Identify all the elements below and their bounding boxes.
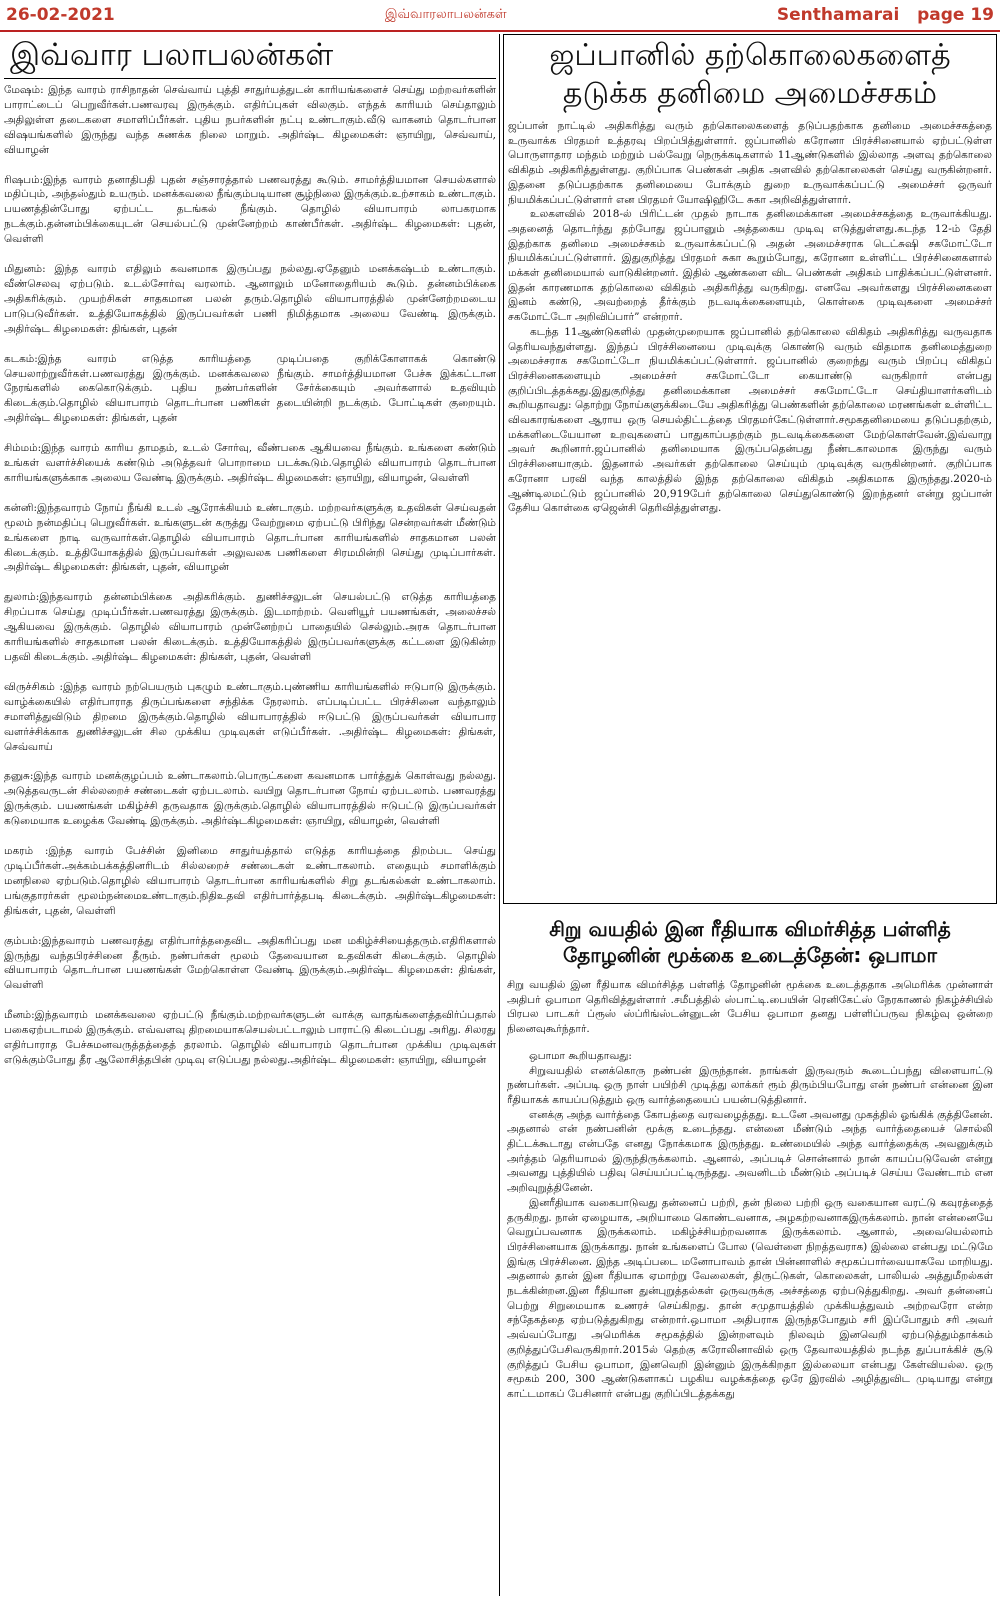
horoscope-column (4, 34, 496, 1596)
horoscope-simmam: சிம்மம்:இந்த வாரம் காரிய தாமதம், உடல் சோர்வு, வீண்பகை ஆகியவை நீங்கும். உங்களை கண்டும் உங்கள் வளர்ச்சியைக் கண்டும் அடுத்தவர் பொறாமை படக்கூடும்.தொழில் வியாபாரம் தொடர்பான காரியங்களுக்காக அலைய வேண்டி இருக்கும். அதிர்ஷ்ட கிழமைகள்: ஞாயிறு, வியாழன், வெள்ளி (4, 442, 496, 484)
column-divider (499, 34, 500, 1596)
obama-article-paragraph: சிறு வயதில் இன ரீதியாக விமர்சித்த பள்ளித் தோழனின் மூக்கை உடைத்ததாக அமெரிக்க முன்னாள் அதிபர் ஒபாமா தெரிவித்துள்ளார் .சமீபத்தில் ஸ்பாட்டி.பையின் ரெனிகேட்ஸ் நேரகாணல் நிகழ்ச்சியில் பிரபல பாடகர் ப்ரூஸ் ஸ்ப்ரிங்ஸ்டன்னுடன் பேசிய ஒபாமா தனது பள்ளிப்பருவ நிகழ்வு ஒன்றை நினைவுகூர்ந்தார். (507, 979, 993, 1036)
horoscope-mithunam: மிதுனம்: இந்த வாரம் எதிலும் கவனமாக இருப்பது நல்லது.ஏதேனும் மனக்கஷ்டம் உண்டாகும். வீண்செலவு ஏற்படும். உடல்சோர்வு வரலாம். ஆனாலும் மனோதைரியம் கூடும். தன்னம்பிக்கை அதிகரிக்கும். முயற்சிகள் சாதகமான பலன் தரும்.தொழில் வியாபாரத்தில் முன்னேற்றமடைய பாடுபடுவீர்கள். உத்தியோகத்தில் இருப்பவர்கள் பணி நிமித்தமாக அலைய வேண்டி இருக்கும். அதிர்ஷ்ட கிழமைகள்: திங்கள், புதன் (4, 263, 496, 335)
horoscope-kumbam: கும்பம்:இந்தவாரம் பணவரத்து எதிர்பார்த்ததைவிட அதிகரிப்பது மன மகிழ்ச்சியைத்தரும்.எதிரிகளால் இருந்து வந்தபிரச்சினை தீரும். நண்பர்கள் மூலம் தேவையான உதவிகள் கிடைக்கும். தொழில் வியாபாரம் தொடர்பான பயணங்கள் மேற்கொள்ள வேண்டி இருக்கும்.அதிர்ஷ்ட கிழமைகள்: திங்கள், வெள்ளி (4, 934, 496, 992)
obama-article-paragraph: ஒபாமா கூறியதாவது: (529, 1049, 632, 1062)
obama-article-paragraph: இனரீதியாக வகைபாடுவது தன்னைப் பற்றி, தன் நிலை பற்றி ஒரு வகையான வரட்டு கவுரத்தைத் தருகிறது. நான் ஏழையாக, அறியாமை கொண்டவனாக, அழகற்றவனாகஇருக்கலாம். நான் என்னையே வெறுப்பவனாக இருக்கலாம். மகிழ்ச்சியற்றவனாக இருக்கலாம். ஆனால், அவையெல்லாம் பிரச்சினையாக இருக்காது. நான் உங்களைப் போல (வெள்ளை நிறத்தவராக) இல்லை என்பது மட்டுமே இங்கு பிரச்சினை. இந்த அடிப்படை மனோபாவம் தான் பின்னாளில் சமூகப்பார்வையாகவே மாறியது. அதனால் தான் இன ரீதியாக ஏமாற்று வேலைகள், திருட்டுகள், கொலைகள், பாலியல் அத்துமீறல்கள் நடக்கின்றன.இன ரீதியான துன்புறுத்தல்கள் ஒருவருக்கு அச்சத்தை ஏற்படுத்துகிறது. அவர் தன்னைப் பெற்று சிறுமையாக உணரச் செய்கிறது. தான் சமுதாயத்தில் முக்கியத்துவம் அற்றவரோ என்ற சந்தேகத்தை ஏற்படுத்துகிறது என்றார்.ஒபாமா அதிபராக இருந்தபோதும் சரி இப்போதும் சரி அவர் அவ்வப்போது அமெரிக்க சமூகத்தில் இன்றளவும் நிலவும் இனவெறி ஏற்படுத்தும்தாக்கம் குறித்துப்பேசிவருகிறார்.2015ல் தெற்கு கரோலினாவில் ஒரு தேவாலயத்தில் நடந்த துப்பாக்கிச் சூடு குறித்துப் பேசிய ஒபாமா, இனவெறி இன்னும் இருக்கிறதா இல்லையா என்பது கேள்வியல்ல. ஒரு சமூகம் 200, 300 ஆண்டுகளாகப் பழகிய வழக்கத்தை ஒரே இரவில் அழித்துவிட முடியாது என்று காட்டமாகப் பேசினார் என்பது குறிப்பிடத்தக்கது (507, 1196, 993, 1400)
horoscope-mesham: மேஷம்: இந்த வாரம் ராசிநாதன் செவ்வாய் புத்தி சாதுர்யத்துடன் காரியங்களைச் செய்து மற்றவர்களின் பாராட்டைப் பெறுவீர்கள்.பணவரவு இருக்கும். எதிர்ப்புகள் விலகும். எந்தக் காரியம் செய்தாலும் அதிலுள்ள தடைகளை சமாளிப்பீர்கள். புதிய நபர்களின் நட்பு உண்டாகும்.வீடு வாகனம் தொடர்பான விஷயங்களில் இருந்து வந்த சுணக்க நிலை மாறும். அதிர்ஷ்ட கிழமைகள்: ஞாயிறு, செவ்வாய், வியாழன் (4, 84, 496, 156)
horoscope-kanni: கன்னி:இந்தவாரம் நோய் நீங்கி உடல் ஆரோக்கியம் உண்டாகும். மற்றவர்களுக்கு உதவிகள் செய்வதன் மூலம் நன்மதிப்பு பெறுவீர்கள். உங்களுடன் கருத்து வேற்றுமை ஏற்பட்டு பிரிந்து சென்றவர்கள் மீண்டும் உங்களை நாடி வருவார்கள்.தொழில் வியாபாரம் தொடர்பான காரியங்களில் சாதகமான பலன் கிடைக்கும். உத்தியோகத்தில் இருப்பவர்கள் அலுவலக பணிகளை சிரமமின்றி செய்து முடிப்பார்கள். அதிர்ஷ்ட கிழமைகள்: திங்கள், புதன், வியாழன் (4, 501, 496, 574)
horoscope-meenam: மீனம்:இந்தவாரம் மனக்கவலை ஏற்பட்டு நீங்கும்.மற்றவர்களுடன் வாக்கு வாதங்களைத்தவிர்ப்பதால் பகைஏற்படாமல் இருக்கும். எவ்வளவு திறமையாகசெயல்பட்டாலும் பாராட்டு கிடைப்பது அரிது. சிலரது எதிர்பாராத பேச்சுமனவருத்தத்தைத் தரலாம். தொழில் வியாபாரம் தொடர்பான முக்கிய முடிவுகள் எடுக்கும்போது தீர ஆலோசித்தபின் முடிவு எடுப்பது நல்லது.அதிர்ஷ்ட கிழமைகள்: ஞாயிறு, வியாழன் (4, 1009, 496, 1066)
horoscope-title: இவ்வார பலாபலன்கள் (4, 34, 496, 79)
obama-article-title: சிறு வயதில் இன ரீதியாக விமர்சித்த பள்ளித் தோழனின் மூக்கை உடைத்தேன்: ஒபாமா (549, 917, 951, 967)
publication-page (777, 5, 994, 25)
horoscope-magaram: மகரம் :இந்த வாரம் பேச்சின் இனிமை சாதுர்யத்தால் எடுத்த காரியத்தை திறம்பட செய்து முடிப்பீர்கள்.அக்கம்பக்கத்தினரிடம் சில்லறைச் சண்டைகள் உண்டாகலாம். எதையும் சமாளிக்கும் மனநிலை ஏற்படும்.தொழில் வியாபாரம் தொடர்பான காரியங்களில் சிறு தடங்கல்கள் உண்டாகலாம். பங்குதாரர்கள் மூலம்நன்மைஉண்டாகும்.நிதிஉதவி எதிர்பார்த்தபடி கிடைக்கும். அதிர்ஷ்டகிழமைகள்: திங்கள், புதன், வெள்ளி (4, 845, 496, 917)
horoscope-rishabam: ரிஷபம்:இந்த வாரம் தனாதிபதி புதன் சஞ்சாரத்தால் பணவரத்து கூடும். சாமர்த்தியமான செயல்களால் மதிப்பும், அந்தஸ்தும் உயரும். மனக்கவலை நீங்கும்படியான சூழ்நிலை இருக்கும்.உற்சாகம் உண்டாகும். பயணத்தின்போது ஏற்பட்ட தடங்கல் நீங்கும். தொழில் வியாபாரம் லாபகரமாக நடக்கும்.தன்னம்பிக்கையுடன் செயல்பட்டு முன்னேற்றம் காண்பீர்கள். அதிர்ஷ்ட கிழமைகள்: புதன், வெள்ளி (4, 173, 496, 246)
section-masthead: இவ்வாரலாபலன்கள் (384, 7, 507, 22)
japan-article-title: ஜப்பானில் தற்கொலைகளைத் தடுக்க தனிமை அமைச்சகம் (549, 38, 951, 111)
japan-article-paragraph: ஜப்பான் நாட்டில் அதிகரித்து வரும் தற்கொலைகளைத் தடுப்பதற்காக தனிமை அமைச்சகத்தை உருவாக்க பிரதமர் உத்தரவு பிறப்பித்துள்ளார். ஜப்பானில் கரோனா பிரச்சினையால் ஏற்பட்டுள்ள பொருளாதார மந்தம் மற்றும் பல்வேறு நெருக்கடிகளால் 11ஆண்டுகளில் இல்லாத அளவு தற்கொலை விகிதம் அதிகரித்துள்ளது. குறிப்பாக பெண்கள் அதிக அளவில் தற்கொலைகள் செய்து வருகின்றனர். இதனை தடுப்பதற்காக தனிமையை போக்கும் துறை உருவாக்கப்பட்டு அமைச்சர் ஒருவர் நியமிக்கப்பட்டுள்ளார் என பிரதமர் யோஷிஹிடே சுகா அறிவித்துள்ளார். (508, 120, 992, 206)
publication-name: Senthamarai (776, 5, 900, 25)
horoscope-viruchigam: விருச்சிகம் :இந்த வாரம் நற்பெயரும் புகழும் உண்டாகும்.புண்ணிய காரியங்களில் ஈடுபாடு இருக்கும். வாழ்க்கையில் எதிர்பாராத திருப்பங்களை சந்திக்க நேரலாம். எப்படிப்பட்ட பிரச்சினை வந்தாலும் சமாளித்துவிடும் திறமை இருக்கும்.தொழில் வியாபாரத்தில் ஈடுபட்டு இருப்பவர்கள் வியாபார வளர்ச்சிக்காக துணிச்சலுடன் சில முக்கிய முடிவுகள் எடுப்பீர்கள். .அதிர்ஷ்ட கிழமைகள்: திங்கள், செவ்வாய் (4, 680, 496, 753)
japan-article-paragraph: உலகளவில் 2018-ல் பிரிட்டன் முதல் நாடாக தனிமைக்கான அமைச்சகத்தை உருவாக்கியது. அதனைத் தொடர்ந்து தற்போது ஜப்பானும் அத்தகைய முடிவு எடுத்துள்ளது.கடந்த 12-ம் தேதி இதற்காக தனிமை அமைச்சகம் உருவாக்கப்பட்டு அதன் அமைச்சராக டெட்சுஷி சகமோட்டோ நியமிக்கப்பட்டுள்ளார். இதுகுறித்து பிரதமர் சுகா கூறும்போது, கரோனா உள்ளிட்ட பிரச்சினைகளால் மக்கள் தனிமையால் வாடுகின்றனர். இதில் ஆண்களை விட பெண்கள் அதிகம் பாதிக்கப்பட்டுள்ளனர். இதன் காரணமாக தற்கொலை விகிதம் அதிகரித்து வருகிறது. எனவே அவர்களது பிரச்சினைகளை இனம் கண்டு, அவற்றைத் தீர்க்கும் நடவடிக்கைளையும், கொள்கை முடிவுகளை அமைச்சர் சகமோட்டோ அறிவிப்பார்” என்றார். (508, 208, 992, 324)
horoscope-kadagam: கடகம்:இந்த வாரம் எடுத்த காரியத்தை முடிப்பதை குறிக்கோளாகக் கொண்டு செயலாற்றுவீர்கள்.பணவரத்து இருக்கும். மனக்கவலை நீங்கும். சாமர்த்தியமான பேச்சு இக்கட்டான நேரங்களில் கைகொடுக்கும். புதிய நண்பர்களின் சேர்க்கையும் அவர்களால் உதவியும் கிடைக்கும்.தொழில் வியாபாரம் தொடர்பான பணிகள் தடையின்றி நடக்கும். போட்டிகள் குறையும். அதிர்ஷ்ட கிழமைகள்: திங்கள், புதன் (4, 352, 496, 425)
news-column (503, 34, 997, 1596)
page-header (0, 0, 1000, 32)
japan-article (503, 34, 997, 904)
obama-article (503, 908, 997, 1594)
issue-date: 26-02-2021 (6, 5, 115, 25)
horoscope-thulam: துலாம்:இந்தவாரம் தன்னம்பிக்கை அதிகரிக்கும். துணிச்சலுடன் செயல்பட்டு எடுத்த காரியத்தை சிறப்பாக செய்து முடிப்பீர்கள்.பணவரத்து இருக்கும். இடமாற்றம். வெளியூர் பயணங்கள், அலைச்சல் ஆகியவை இருக்கும். தொழில் வியாபாரம் முன்னேற்றப் பாதையில் செல்லும்.அரசு தொடர்பான காரியங்களில் சாதகமான பலன் கிடைக்கும். உத்தியோகத்தில் இருப்பவர்களுக்கு கட்டளை இடுகின்ற பதவி கிடைக்கும். அதிர்ஷ்ட கிழமைகள்: திங்கள், புதன், வெள்ளி (4, 591, 496, 663)
obama-article-paragraph: எனக்கு அந்த வார்த்தை கோபத்தை வரவழைத்தது. உடனே அவனது முகத்தில் ஓங்கிக் குத்தினேன். அதனால் என் நண்பனின் மூக்கு உடைந்தது. என்னை மீண்டும் அந்த வார்த்தையைச் சொல்லி திட்டக்கூடாது என்பதே எனது நோக்கமாக இருந்தது. உண்மையில் அந்த வார்த்தைக்கு அவனுக்கும் அர்த்தம் தெரியாமல் இருந்திருக்கலாம். ஆனால், அப்படிச் சொன்னால் நான் காயப்படுவேன் என்று அவனது புத்தியில் பதிவு செய்யப்பட்டிருந்தது. அவனிடம் மீண்டும் அப்படிச் செய்ய வேண்டாம் என அறிவுறுத்தினேன். (507, 1108, 993, 1195)
horoscope-dhanusu: தனுசு:இந்த வாரம் மனக்குழப்பம் உண்டாகலாம்.பொருட்களை கவனமாக பார்த்துக் கொள்வது நல்லது. அடுத்தவருடன் சில்லறைச் சண்டைகள் ஏற்படலாம். வயிறு தொடர்பான நோய் ஏற்படலாம். பணவரத்து இருக்கும். பயணங்கள் மகிழ்ச்சி தருவதாக இருக்கும்.தொழில் வியாபாரத்தில் ஈடுபட்டு இருப்பவர்கள் கடுமையாக உழைக்க வேண்டி இருக்கும். அதிர்ஷ்டகிழமைகள்: ஞாயிறு, வியாழன், வெள்ளி (4, 770, 496, 828)
obama-article-paragraph: சிறுவயதில் எனக்கொரு நண்பன் இருந்தான். நாங்கள் இருவரும் கூடைப்பந்து விளையாட்டு நண்பர்கள். அப்படி ஒரு நாள் பயிற்சி முடித்து லாக்கர் ரூம் திரும்பியபோது என் நண்பர் என்னை இன ரீதியாகக் காயப்படுத்தும் ஒரு வார்த்தையைப் பயன்படுத்தினார். (507, 1064, 993, 1106)
page-number: page 19 (917, 5, 994, 25)
japan-article-paragraph: கடந்த 11ஆண்டுகளில் முதன்முறையாக ஜப்பானில் தற்கொலை விகிதம் அதிகரித்து வருவதாக தெரியவந்துள்ளது. இந்தப் பிரச்சினையை முடிவுக்கு கொண்டு வரும் விதமாக தனிமைத்துறை அமைச்சராக சகமோட்டோ நியமிக்கப்பட்டுள்ளார். ஜப்பானில் குறைந்து வரும் பிறப்பு விகிதப் பிரச்சினைகளையும் அமைச்சர் சகமோட்டோ கையாண்டு வருகிறார் என்பது குறிப்பிடத்தக்கது.இதுகுறித்து தனிமைக்கான அமைச்சர் சகமோட்டோ செய்தியாளர்களிடம் கூறியதாவது: தொற்று நோய்களுக்கிடையே அதிகரித்து பெண்களின் தற்கொலை மரணங்கள் உள்ளிட்ட விவகாரங்களை ஆராய ஒரு செயல்திட்டத்தை பிரதமர்கேட்டுள்ளார்.சமூகதனிமையை தடுப்பதற்கும், மக்களிடையேயான உறவுகளைப் பாதுகாப்பதற்கும் நடவடிக்கைகளை மேற்கொள்வேன்.இவ்வாறு அவர் கூறினார்.ஜப்பானில் தனிமையாக இருப்பதென்பது நீண்டகாலமாக இருந்து வரும் பிரச்சினையாகும். இதனால் அவர்கள் தற்கொலை செய்யும் முடிவுக்கு வருகின்றனர். குறிப்பாக கரோனா பரவி வந்த காலத்தில் இந்த தற்கொலை விகிதம் அதிகமாக இருந்தது.2020-ம் ஆண்டிலமட்டும் ஜப்பானில் 20,919பேர் தற்கொலை செய்துகொண்டு இறந்தனர் என்று ஜப்பான் தேசிய கொள்கை ஏஜென்சி தெரிவித்துள்ளது. (508, 325, 992, 515)
